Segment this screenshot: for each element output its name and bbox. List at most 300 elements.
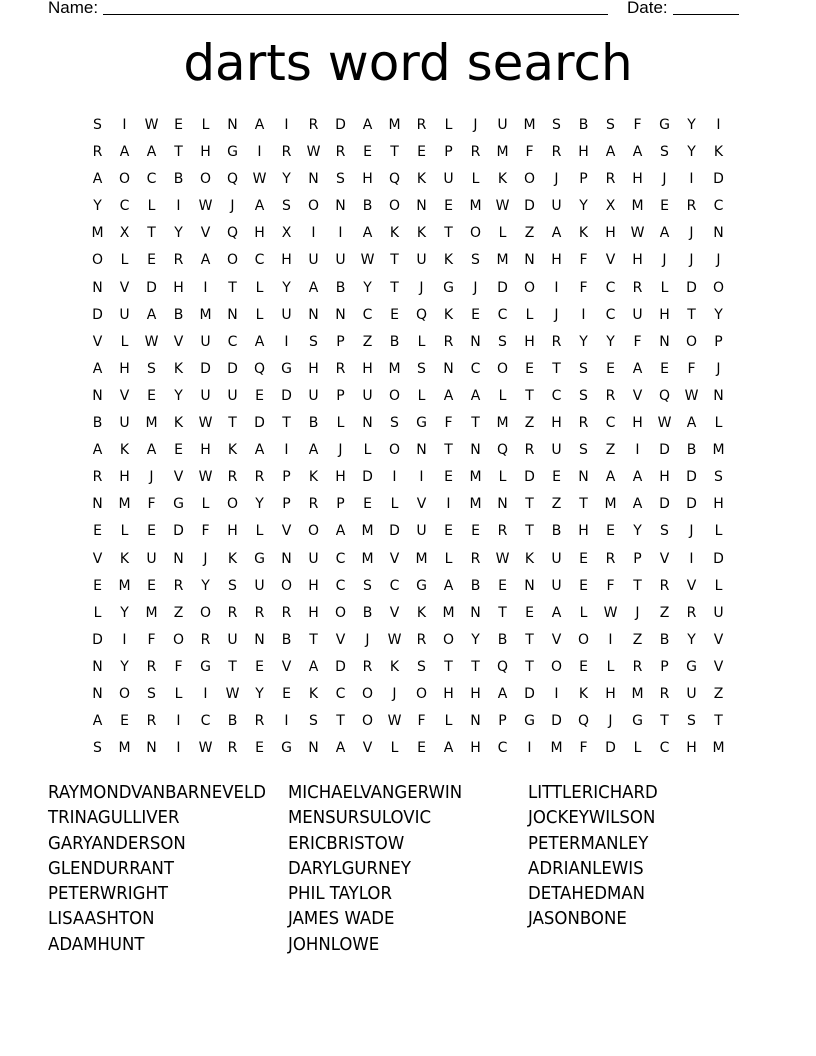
grid-letter: Y [687,117,696,133]
grid-letter: D [227,360,238,377]
grid-letter: P [282,469,291,486]
grid-letter: K [578,685,589,702]
word-list [48,780,768,960]
grid-letter: E [660,198,669,215]
grid-letter: V [362,740,373,757]
grid-letter: X [119,225,130,242]
grid-letter: L [444,713,453,730]
grid-letter: I [122,117,127,133]
grid-letter: P [498,713,507,730]
grid-letter: L [336,415,345,432]
grid-letter: D [335,117,346,133]
grid-letter: H [308,604,319,621]
grid-letter: R [605,550,616,567]
grid-letter: G [416,577,427,594]
grid-letter: I [176,740,181,757]
grid-letter: B [389,333,400,350]
grid-letter: P [336,333,345,350]
grid-letter: J [689,225,694,242]
grid-letter: N [308,171,319,188]
grid-letter: D [281,387,292,404]
grid-letter: O [307,523,320,540]
word-list-item: GLENDURRANT [48,857,174,879]
grid-letter: D [524,685,535,702]
grid-letter: O [388,442,401,459]
word-list-item: JAMES WADE [288,908,395,930]
grid-letter: K [173,360,184,377]
grid-letter: Z [659,604,670,621]
grid-letter: V [119,279,130,296]
grid-letter: O [118,685,131,702]
grid-letter: J [419,279,424,296]
grid-letter: D [524,198,535,215]
grid-letter: E [579,658,588,675]
grid-letter: R [470,144,481,161]
grid-letter: U [713,604,724,621]
grid-letter: C [254,252,265,269]
grid-letter: D [362,469,373,486]
grid-letter: R [659,577,670,594]
grid-letter: V [281,523,292,540]
grid-letter: H [605,225,616,242]
grid-letter: L [498,387,507,404]
grid-letter: M [496,144,509,161]
grid-letter: L [579,604,588,621]
grid-letter: M [712,740,725,757]
grid-letter: Y [687,631,696,648]
grid-letter: E [552,469,561,486]
grid-letter: D [551,713,562,730]
grid-letter: W [252,171,267,188]
grid-letter: A [686,415,697,432]
grid-letter: A [443,740,454,757]
grid-row [84,220,732,247]
grid-letter: L [417,333,426,350]
grid-letter: L [660,279,669,296]
grid-letter: R [92,469,103,486]
grid-letter: M [388,117,401,133]
grid-row [84,329,732,356]
grid-letter: R [686,604,697,621]
grid-letter: I [716,117,721,133]
grid-letter: S [390,415,399,432]
grid-letter: R [254,469,265,486]
grid-letter: M [145,604,158,621]
grid-letter: Y [579,333,588,350]
grid-letter: T [444,442,453,459]
grid-letter: H [686,740,697,757]
grid-letter: W [630,225,645,242]
word-list-item: PETERMANLEY [528,832,649,854]
grid-letter: E [174,442,183,459]
grid-letter: N [524,577,535,594]
grid-letter: I [635,442,640,459]
grid-letter: P [282,496,291,513]
grid-letter: G [281,740,292,757]
grid-letter: M [550,740,563,757]
grid-letter: O [388,387,401,404]
grid-letter: R [551,144,562,161]
grid-letter: U [551,550,562,567]
grid-row [84,546,732,573]
grid-letter: S [147,360,156,377]
grid-letter: Z [524,415,535,432]
word-list-item: LITTLERICHARD [528,782,658,803]
grid-letter: E [120,713,129,730]
grid-letter: D [659,496,670,513]
grid-row [84,166,732,193]
grid-letter: M [523,117,536,133]
grid-letter: K [416,171,427,188]
grid-letter: O [523,171,536,188]
grid-row [84,247,732,274]
grid-letter: I [203,685,208,702]
grid-letter: C [200,713,211,730]
grid-letter: Y [714,306,723,323]
grid-letter: N [416,442,427,459]
grid-letter: O [469,225,482,242]
grid-letter: O [280,577,293,594]
grid-letter: H [632,415,643,432]
grid-letter: I [284,442,289,459]
grid-letter: K [227,550,238,567]
grid-letter: N [335,306,346,323]
grid-letter: Y [120,604,129,621]
grid-letter: R [173,577,184,594]
grid-letter: B [308,415,319,432]
grid-letter: R [605,171,616,188]
grid-letter: L [174,685,183,702]
grid-letter: H [578,144,589,161]
grid-letter: E [282,685,291,702]
grid-letter: A [443,577,454,594]
grid-letter: G [173,496,184,513]
grid-letter: S [282,198,291,215]
grid-letter: N [497,496,508,513]
grid-letter: H [254,225,265,242]
grid-letter: H [470,740,481,757]
grid-letter: R [254,604,265,621]
grid-letter: E [444,198,453,215]
grid-letter: N [470,333,481,350]
grid-letter: S [660,523,669,540]
grid-letter: A [335,523,346,540]
grid-letter: U [551,577,562,594]
grid-letter: O [712,279,725,296]
grid-letter: M [415,550,428,567]
grid-letter: A [146,306,157,323]
grid-letter: I [527,740,532,757]
grid-letter: R [200,631,211,648]
grid-letter: E [579,577,588,594]
grid-letter: Q [388,171,401,188]
grid-letter: H [362,171,373,188]
grid-letter: S [309,333,318,350]
grid-letter: H [578,523,589,540]
grid-letter: P [444,144,453,161]
grid-letter: A [92,442,103,459]
grid-letter: N [308,740,319,757]
grid-letter: N [281,550,292,567]
grid-letter: K [524,550,535,567]
grid-letter: B [173,306,184,323]
grid-letter: G [524,713,535,730]
grid-letter: N [443,360,454,377]
grid-letter: T [444,225,453,242]
grid-letter: N [92,387,103,404]
name-label: Name: [48,0,99,17]
grid-letter: R [308,117,319,133]
grid-letter: X [605,198,616,215]
grid-letter: O [307,198,320,215]
grid-letter: J [635,604,640,621]
grid-letter: R [146,713,157,730]
grid-letter: N [713,387,724,404]
word-list-item: DARYLGURNEY [288,857,412,879]
grid-letter: L [417,387,426,404]
grid-letter: O [361,713,374,730]
grid-letter: A [92,360,103,377]
grid-letter: A [308,442,319,459]
grid-letter: Y [363,279,372,296]
grid-letter: T [714,713,723,730]
grid-letter: E [93,577,102,594]
grid-letter: R [227,469,238,486]
grid-letter: I [419,469,424,486]
grid-letter: S [660,144,669,161]
grid-letter: E [363,496,372,513]
grid-letter: G [659,117,670,133]
grid-letter: Y [633,523,642,540]
grid-letter: L [471,171,480,188]
grid-letter: V [281,658,292,675]
grid-letter: K [416,604,427,621]
date-label: Date: [627,0,668,17]
grid-letter: U [227,387,238,404]
grid-letter: A [92,713,103,730]
grid-letter: C [362,306,373,323]
word-list-item: JOHNLOWE [288,933,380,955]
grid-letter: I [446,496,451,513]
grid-row [84,356,732,383]
grid-letter: F [606,577,615,594]
grid-letter: U [200,387,211,404]
grid-letter: K [389,658,400,675]
grid-letter: J [149,469,154,486]
grid-letter: I [608,631,613,648]
grid-letter: T [525,658,534,675]
grid-letter: C [713,198,724,215]
grid-letter: T [228,658,237,675]
grid-letter: L [147,198,156,215]
grid-letter: U [362,387,373,404]
grid-row [84,681,732,708]
grid-letter: Y [255,496,264,513]
grid-letter: D [713,171,724,188]
word-list-item: LISAASHTON [48,908,155,930]
grid-letter: B [578,117,589,133]
grid-letter: H [551,252,562,269]
grid-letter: Y [687,144,696,161]
grid-letter: A [551,604,562,621]
grid-letter: I [203,279,208,296]
grid-letter: W [306,144,321,161]
grid-letter: H [524,333,535,350]
grid-letter: T [174,144,183,161]
grid-row [84,302,732,329]
grid-letter: F [201,523,210,540]
grid-letter: J [473,117,478,133]
grid-letter: R [605,387,616,404]
grid-letter: G [281,360,292,377]
grid-letter: M [118,496,131,513]
grid-letter: C [389,577,400,594]
grid-letter: S [93,117,102,133]
grid-letter: M [145,415,158,432]
grid-letter: W [495,198,510,215]
word-list-item: PETERWRIGHT [48,883,169,905]
grid-letter: T [471,658,480,675]
grid-letter: J [689,523,694,540]
grid-letter: O [199,604,212,621]
grid-letter: I [257,144,262,161]
grid-letter: W [225,685,240,702]
grid-letter: N [92,685,103,702]
grid-letter: Y [174,387,183,404]
grid-letter: P [714,333,723,350]
grid-letter: H [119,469,130,486]
grid-letter: R [578,415,589,432]
grid-letter: E [417,740,426,757]
grid-letter: T [390,279,399,296]
grid-letter: E [147,252,156,269]
grid-row [84,410,732,437]
grid-letter: T [390,252,399,269]
grid-letter: D [524,469,535,486]
grid-letter: V [119,387,130,404]
grid-letter: Q [226,171,239,188]
grid-letter: V [551,631,562,648]
grid-letter: K [119,442,130,459]
grid-letter: D [335,658,346,675]
grid-letter: D [92,631,103,648]
grid-letter: J [554,171,559,188]
grid-letter: D [92,306,103,323]
grid-letter: A [119,144,130,161]
grid-letter: S [93,740,102,757]
grid-letter: Y [255,685,264,702]
grid-letter: T [525,523,534,540]
grid-letter: J [392,685,397,702]
word-column-3 [528,780,768,932]
grid-letter: V [335,631,346,648]
grid-letter: W [387,713,402,730]
grid-letter: E [444,523,453,540]
grid-letter: D [389,523,400,540]
word-list-item: ADRIANLEWIS [528,857,644,879]
grid-letter: J [608,713,613,730]
grid-letter: F [633,117,642,133]
grid-letter: J [365,631,370,648]
grid-letter: Y [606,333,615,350]
grid-letter: I [554,279,559,296]
grid-letter: R [416,631,427,648]
grid-letter: R [173,252,184,269]
grid-row [84,600,732,627]
grid-letter: G [686,658,697,675]
grid-letter: W [684,387,699,404]
grid-letter: I [311,225,316,242]
grid-letter: K [578,225,589,242]
grid-letter: N [578,469,589,486]
grid-letter: J [554,306,559,323]
grid-letter: B [470,577,481,594]
grid-letter: A [146,144,157,161]
grid-letter: J [662,252,667,269]
grid-letter: O [685,333,698,350]
grid-letter: A [551,225,562,242]
grid-letter: Z [524,225,535,242]
grid-letter: Z [551,496,562,513]
grid-letter: G [227,144,238,161]
grid-letter: A [605,469,616,486]
grid-letter: R [362,658,373,675]
grid-letter: M [361,523,374,540]
grid-letter: E [525,360,534,377]
grid-letter: J [473,279,478,296]
grid-letter: E [471,306,480,323]
grid-letter: I [176,198,181,215]
grid-letter: E [255,387,264,404]
word-list-item: ADAMHUNT [48,933,145,955]
grid-letter: A [497,685,508,702]
grid-letter: N [308,306,319,323]
grid-letter: Q [577,713,590,730]
grid-letter: D [173,523,184,540]
grid-letter: W [387,631,402,648]
grid-letter: D [254,415,265,432]
grid-letter: T [633,577,642,594]
grid-letter: M [361,550,374,567]
grid-letter: C [227,333,238,350]
grid-letter: S [363,577,372,594]
word-list-item: TRINAGULLIVER [48,807,180,829]
grid-letter: O [199,171,212,188]
grid-letter: W [360,252,375,269]
grid-letter: L [390,740,399,757]
grid-letter: L [714,415,723,432]
grid-letter: R [416,117,427,133]
grid-letter: R [281,144,292,161]
grid-letter: B [659,631,670,648]
grid-letter: F [444,415,453,432]
grid-letter: I [122,631,127,648]
grid-letter: Z [605,442,616,459]
grid-letter: O [334,604,347,621]
grid-row [84,491,732,518]
word-list-item: MICHAELVANGERWIN [288,782,463,803]
grid-letter: V [632,387,643,404]
grid-letter: S [606,117,615,133]
grid-letter: H [470,685,481,702]
grid-letter: T [498,604,507,621]
grid-letter: E [255,658,264,675]
grid-letter: E [147,387,156,404]
grid-letter: S [579,360,588,377]
grid-letter: Z [362,333,373,350]
grid-letter: E [606,523,615,540]
grid-letter: N [470,713,481,730]
